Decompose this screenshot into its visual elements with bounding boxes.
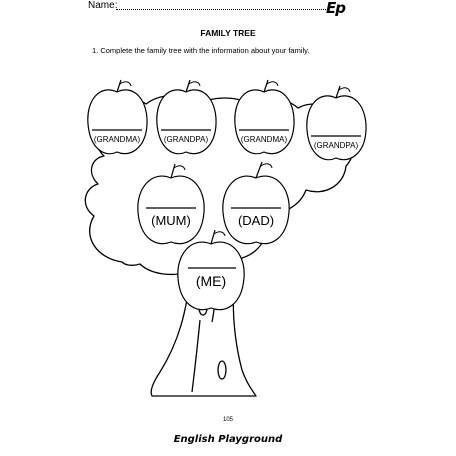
trunk-hole-bottom bbox=[218, 361, 226, 379]
apple-label: (MUM) bbox=[151, 213, 191, 228]
apple-dad[interactable] bbox=[223, 162, 289, 244]
page-number: 105 bbox=[222, 417, 233, 423]
apple-label: (ME) bbox=[195, 273, 227, 289]
worksheet-title: FAMILY TREE bbox=[200, 28, 256, 38]
apple-mum[interactable] bbox=[138, 164, 204, 244]
apple-grandma-1[interactable] bbox=[88, 80, 147, 154]
apple-label: (DAD) bbox=[237, 213, 275, 228]
name-label: Name: bbox=[88, 0, 118, 11]
instruction-text: 1. Complete the family tree with the information about your family. bbox=[92, 46, 310, 55]
apple-grandma-2[interactable] bbox=[235, 80, 294, 154]
footer-brand: English Playground bbox=[173, 434, 283, 445]
apple-label: (GRANDMA) bbox=[240, 135, 288, 144]
logo-ep: Ep bbox=[326, 0, 345, 17]
apple-label: (GRANDPA) bbox=[313, 141, 359, 150]
bark-line bbox=[192, 320, 200, 392]
apple-grandpa-1[interactable] bbox=[157, 80, 216, 154]
apple-label: (GRANDPA) bbox=[163, 135, 209, 144]
apple-grandpa-2[interactable] bbox=[307, 86, 366, 160]
apple-label: (GRANDMA) bbox=[93, 135, 141, 144]
